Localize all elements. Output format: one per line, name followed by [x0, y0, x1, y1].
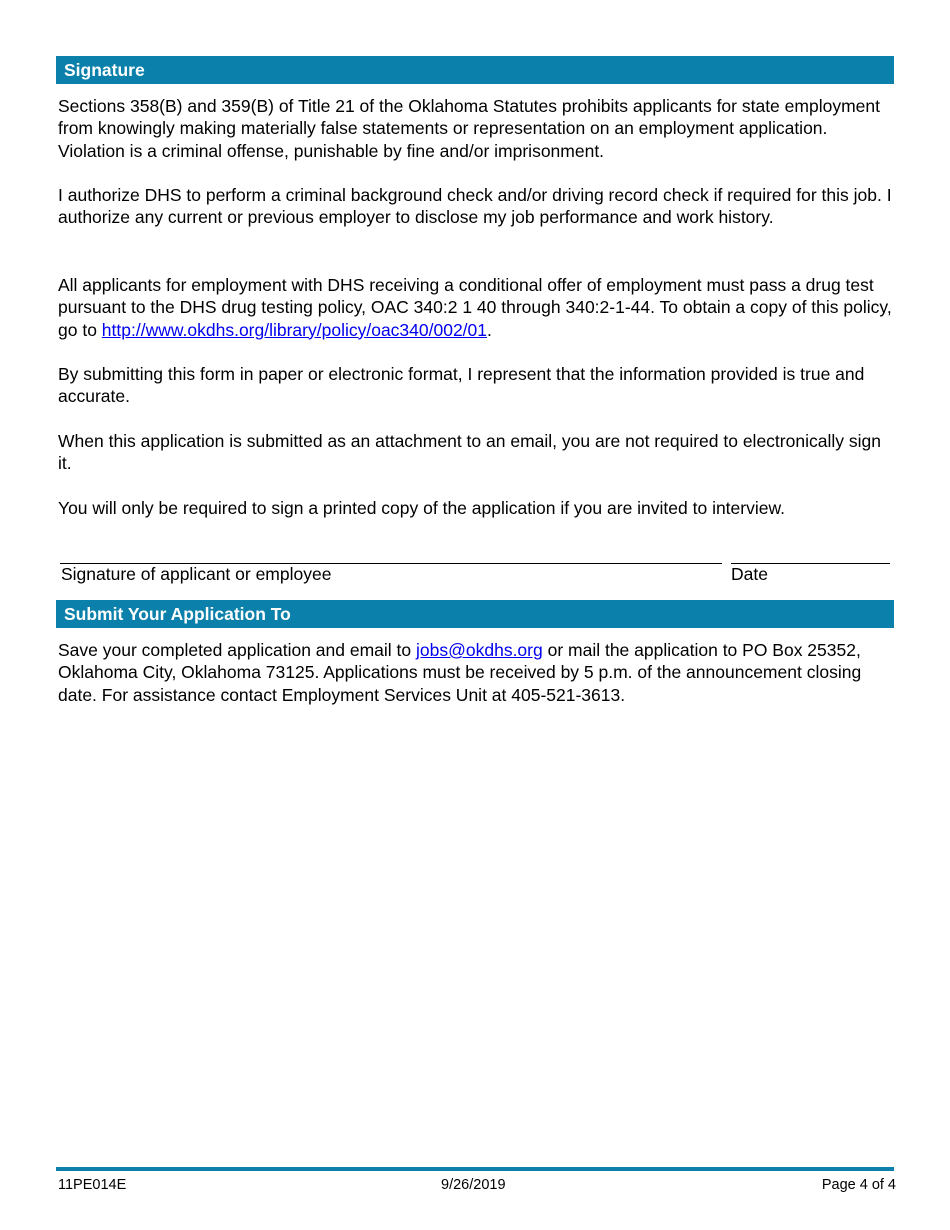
signature-label: Signature of applicant or employee	[61, 564, 332, 584]
signature-section-header: Signature	[56, 56, 894, 84]
submit-instructions-paragraph	[58, 639, 894, 706]
certification-paragraph: By submitting this form in paper or electronic format, I represent that the information provided is true and accurate.	[58, 364, 865, 407]
email-link[interactable]: jobs@okdhs.org	[416, 640, 543, 660]
email-attachment-paragraph: When this application is submitted as an attachment to an email, you are not required to electronically sign it.	[58, 431, 881, 474]
submit-section-header: Submit Your Application To	[56, 600, 894, 628]
drug-test-period: .	[487, 319, 492, 340]
submit-text-after: or mail the application to PO Box 25352, Oklahoma City, Oklahoma 73125. Applications must be received by 5 p.m. of the announcement closing date. For assistance contact Employment Services Unit at 405-521-3613.	[58, 640, 862, 705]
footer-date: 9/26/2019	[441, 1177, 506, 1193]
policy-link[interactable]: http://www.okdhs.org/library/policy/oac340/002/01	[101, 319, 488, 340]
footer-rule	[56, 1167, 894, 1171]
drug-test-text: All applicants for employment with DHS receiving a conditional offer of employment must pass a drug test pursuant to the DHS drug testing policy, OAC 340:2 1 40 through 340:2-1-44. To obtain a copy of this policy, go to	[58, 275, 892, 340]
footer-page-number: Page 4 of 4	[821, 1177, 896, 1193]
drug-test-paragraph	[58, 274, 894, 341]
authorization-paragraph: I authorize DHS to perform a criminal background check and/or driving record check if required for this job. I authorize any current or previous employer to disclose my job performance and work history.	[58, 185, 892, 228]
date-label: Date	[731, 564, 768, 584]
statute-paragraph: Sections 358(B) and 359(B) of Title 21 of the Oklahoma Statutes prohibits applicants for state employment from knowingly making materially false statements or representation on an employment application. Violation is a criminal offense, punishable by fine and/or imprisonment.	[58, 96, 880, 161]
footer-form-number: 11PE014E	[58, 1177, 127, 1193]
submit-text-before: Save your completed application and email to	[58, 640, 416, 660]
interview-signature-paragraph: You will only be required to sign a printed copy of the application if you are invited to interview.	[58, 498, 786, 518]
